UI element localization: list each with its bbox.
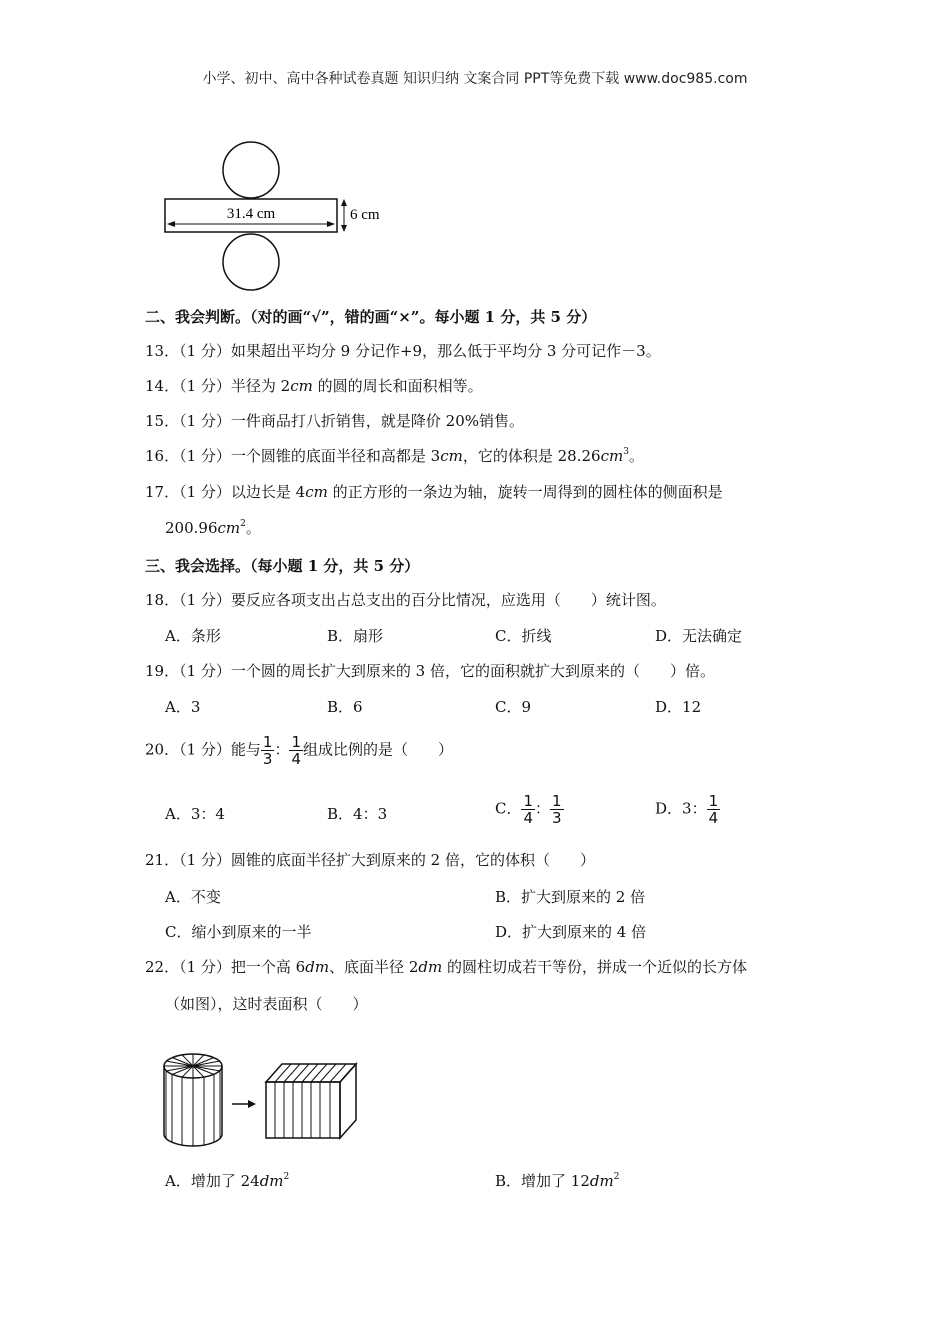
height-arrow-bottom <box>341 225 347 232</box>
q22-option-b[interactable]: B．增加了 $12dm^2$ <box>495 1172 620 1190</box>
top-circle <box>223 142 279 198</box>
cylinder-net-figure <box>150 138 410 298</box>
q19-option-a[interactable]: A．3 <box>165 698 201 716</box>
width-arrow-left <box>167 221 175 227</box>
q20-option-b[interactable]: B．4：3 <box>327 805 388 823</box>
q19-option-c[interactable]: C．9 <box>495 698 532 716</box>
question-14: 14．（1 分）半径为 2cm 的圆的周长和面积相等。 <box>145 377 483 395</box>
q18-option-b[interactable]: B．扇形 <box>327 627 384 645</box>
width-label: 31.4 cm <box>226 206 276 222</box>
q20-option-d[interactable]: D．3： $\frac{1}{4}$ <box>655 792 719 827</box>
question-18: 18．（1 分）要反应各项支出占总支出的百分比情况，应选用（ ）统计图。 <box>145 591 666 609</box>
q21-option-d[interactable]: D．扩大到原来的 4 倍 <box>495 923 647 941</box>
question-13: 13．（1 分）如果超出平均分 9 分记作+9，那么低于平均分 3 分可记作－3。 <box>145 342 661 360</box>
question-16: 16．（1 分）一个圆锥的底面半径和高都是 3cm，它的体积是 $28.26cm^3$。 <box>145 447 644 465</box>
question-20: 20．（1 分）能与 $\frac{1}{3}$ ： $\frac{1}{4}$ 组成比例的是（ ） <box>145 733 454 768</box>
question-15: 15．（1 分）一件商品打八折销售，就是降价 20%销售。 <box>145 412 525 430</box>
question-22: 22．（1 分）把一个高 6dm、底面半径 2dm 的圆柱切成若干等份，拼成一个近似的长方体 <box>145 958 747 976</box>
section-3-title: 三、我会选择。（每小题 1 分，共 5 分） <box>145 557 420 575</box>
width-arrow-right <box>327 221 335 227</box>
q19-option-b[interactable]: B．6 <box>327 698 363 716</box>
q19-option-d[interactable]: D．12 <box>655 698 702 716</box>
question-17: 17．（1 分）以边长是 4cm 的正方形的一条边为轴，旋转一周得到的圆柱体的侧面积是 <box>145 483 723 501</box>
q18-option-d[interactable]: D．无法确定 <box>655 627 743 645</box>
cylinder-to-cuboid-figure <box>160 1050 375 1150</box>
cylinder-side-lines <box>166 1071 220 1146</box>
q20-option-c[interactable]: C． $\frac{1}{4}$ ： $\frac{1}{3}$ <box>495 792 562 827</box>
cuboid-slices <box>275 1064 346 1138</box>
q20-option-a[interactable]: A．3：4 <box>165 805 225 823</box>
q20-fraction-2: $\frac{1}{4}$ <box>291 733 302 768</box>
q18-option-a[interactable]: A．条形 <box>165 627 221 645</box>
q21-option-a[interactable]: A．不变 <box>165 888 221 906</box>
question-21: 21．（1 分）圆锥的底面半径扩大到原来的 2 倍，它的体积（ ） <box>145 851 595 869</box>
height-arrow-top <box>341 199 347 206</box>
question-22-cont: （如图），这时表面积（ ） <box>165 995 368 1013</box>
bottom-circle <box>223 234 279 290</box>
page-header: 小学、初中、高中各种试卷真题 知识归纳 文案合同 PPT等免费下载 www.doc985.com <box>202 71 748 87</box>
question-19: 19．（1 分）一个圆的周长扩大到原来的 3 倍，它的面积就扩大到原来的（ ）倍。 <box>145 662 715 680</box>
q21-option-b[interactable]: B．扩大到原来的 2 倍 <box>495 888 646 906</box>
question-17-cont: $200.96cm^2$。 <box>165 519 261 537</box>
cylinder-top-sectors <box>164 1054 222 1078</box>
q22-option-a[interactable]: A．增加了 $24dm^2$ <box>165 1172 290 1190</box>
q21-option-c[interactable]: C．缩小到原来的一半 <box>165 923 312 941</box>
height-label: 6 cm <box>350 207 380 223</box>
section-2-title: 二、我会判断。（对的画“√”，错的画“×”。每小题 1 分，共 5 分） <box>145 308 597 326</box>
q18-option-c[interactable]: C．折线 <box>495 627 552 645</box>
q20-fraction-1: $\frac{1}{3}$ <box>262 733 273 768</box>
